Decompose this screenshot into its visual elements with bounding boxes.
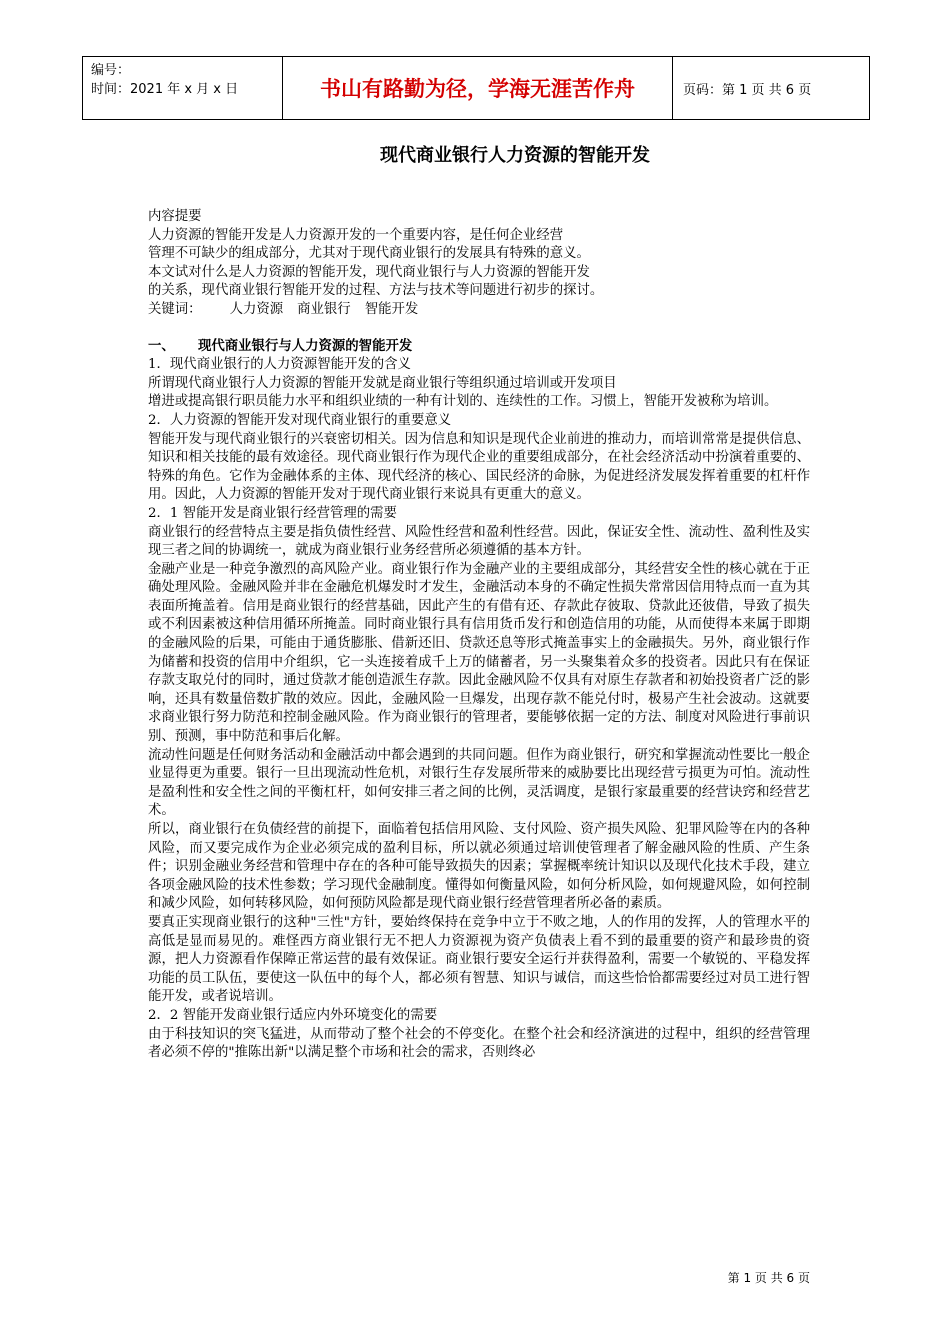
header-page-info: 页码：第 1 页 共 6 页 <box>683 82 812 98</box>
body-paragraph: 流动性问题是任何财务活动和金融活动中都会遇到的共同问题。但作为商业银行，研究和掌握流动性要比一般企业显得更为重要。银行一旦出现流动性危机，对银行生存发展所带来的威胁要比出现经营亏损更为可怕。流动性是盈利性和安全性之间的平衡杠杆，如何安排三者之间的比例，灵活调度，是银行家最重要的经营诀窍和经营艺术。 <box>148 747 810 819</box>
subheading: 1．现代商业银行的人力资源智能开发的含义 <box>148 357 411 373</box>
document-title: 现代商业银行人力资源的智能开发 <box>380 145 650 166</box>
section-heading <box>148 338 810 357</box>
header-motto: 书山有路勤为径，学海无涯苦作舟 <box>283 57 673 119</box>
document-body <box>148 208 810 1063</box>
section-number: 一、 <box>148 338 175 354</box>
section-title: 现代商业银行与人力资源的智能开发 <box>198 338 413 354</box>
body-paragraph: 所谓现代商业银行人力资源的智能开发就是商业银行等组织通过培训或开发项目 <box>148 375 617 391</box>
abstract-line: 的关系，现代商业银行智能开发的过程、方法与技术等问题进行初步的探讨。 <box>148 283 604 299</box>
abstract-heading: 内容提要 <box>148 209 202 224</box>
body-paragraph: 所以，商业银行在负债经营的前提下，面临着包括信用风险、支付风险、资产损失风险、犯罪风险等在内的各种风险，而又要完成作为企业必须完成的盈利目标，所以就必须通过培训使管理者了解金融风险的性质、产生条件；识别金融业务经营和管理中存在的各种可能导致损失的因素；掌握概率统计知识以及现代化技术手段，建立各项金融风险的技术性参数；学习现代金融制度。懂得如何衡量风险，如何分析风险，如何规避风险，如何控制和减少风险，如何转移风险，如何预防风险都是现代商业银行经营管理者所必备的素质。 <box>148 822 810 912</box>
body-paragraph: 要真正实现商业银行的这种"三性"方针，要始终保持在竞争中立于不败之地，人的作用的发挥，人的管理水平的高低是显而易见的。难怪西方商业银行无不把人力资源视为资产负债表上看不到的最重要的资产和最珍贵的资源，把人力资源看作保障正常运营的最有效保证。商业银行要安全运行并获得盈利，需要一个敏锐的、平稳发挥功能的员工队伍，要使这一队伍中的每个人，都必须有智慧、知识与诚信，而这些恰恰都需要经过对员工进行智能开发，或者说培训。 <box>148 914 810 1005</box>
time-label: 时间：2021 年 x 月 x 日 <box>91 82 239 97</box>
abstract-line: 管理不可缺少的组成部分，尤其对于现代商业银行的发展具有特殊的意义。 <box>148 246 590 262</box>
body-paragraph: 商业银行的经营特点主要是指负债性经营、风险性经营和盈利性经营。因此，保证安全性、流动性、盈利性及实现三者之间的协调统一，就成为商业银行业务经营所必须遵循的基本方针。 <box>148 524 810 559</box>
keyword: 商业银行 <box>297 301 351 317</box>
header-meta <box>83 57 283 119</box>
keyword: 智能开发 <box>364 301 419 317</box>
abstract-line: 本文试对什么是人力资源的智能开发，现代商业银行与人力资源的智能开发 <box>148 264 590 280</box>
keywords-label: 关键词： <box>148 301 202 317</box>
header-table <box>82 56 870 120</box>
keywords-line <box>148 301 810 320</box>
body-paragraph: 增进或提高银行职员能力水平和组织业绩的一种有计划的、连续性的工作。习惯上，智能开发被称为培训。 <box>148 394 778 410</box>
subheading: 2．1 智能开发是商业银行经营管理的需要 <box>148 505 397 521</box>
body-paragraph: 由于科技知识的突飞猛进，从而带动了整个社会的不停变化。在整个社会和经济演进的过程中，组织的经营管理者必须不停的"推陈出新"以满足整个市场和社会的需求，否则终必 <box>148 1026 810 1061</box>
body-paragraph: 智能开发与现代商业银行的兴衰密切相关。因为信息和知识是现代企业前进的推动力，而培训常常是提供信息、知识和相关技能的最有效途径。现代商业银行作为现代企业的重要组成部分，在社会经济活动中扮演着重要的、特殊的角色。它作为金融体系的主体、现代经济的核心、国民经济的命脉，为促进经济发展发挥着重要的杠杆作用。因此，人力资源的智能开发对于现代商业银行来说具有更重大的意义。 <box>148 431 810 503</box>
subheading: 2．人力资源的智能开发对现代商业银行的重要意义 <box>148 412 452 428</box>
body-paragraph: 金融产业是一种竞争激烈的高风险产业。商业银行作为金融产业的主要组成部分，其经营安全性的核心就在于正确处理风险。金融风险并非在金融危机爆发时才发生，金融活动本身的不确定性损失常常因信用特点而一直为其表面所掩盖着。信用是商业银行的经营基础，因此产生的有借有还、存款此存彼取、贷款此还彼借，导致了损失或不利因素被这种信用循环所掩盖。同时商业银行具有信用货币发行和创造信用的功能，从而使得本来属于即期的金融风险的后果，可能由于通货膨胀、借新还旧、贷款还息等形式掩盖事实上的金融损失。另外，商业银行作为储蓄和投资的信用中介组织，它一头连接着成千上万的储蓄者，另一头聚集着众多的投资者。因此只有在保证存款支取兑付的同时，通过贷款才能创造派生存款。因此金融风险不仅具有对原生存款者和初始投资者广泛的影响，还具有数量倍数扩散的效应。因此，金融风险一旦爆发，出现存款不能兑付时，极易产生社会波动。这就要求商业银行努力防范和控制金融风险。作为商业银行的管理者，要能够依据一定的方法、制度对风险进行事前识别、预测，事中防范和事后化解。 <box>148 561 810 745</box>
abstract-line: 人力资源的智能开发是人力资源开发的一个重要内容，是任何企业经营 <box>148 227 564 243</box>
keyword: 人力资源 <box>229 301 284 317</box>
subheading: 2．2 智能开发商业银行适应内外环境变化的需要 <box>148 1007 438 1023</box>
serial-label: 编号： <box>91 63 131 78</box>
footer-page-info: 第 1 页 共 6 页 <box>727 1271 810 1285</box>
